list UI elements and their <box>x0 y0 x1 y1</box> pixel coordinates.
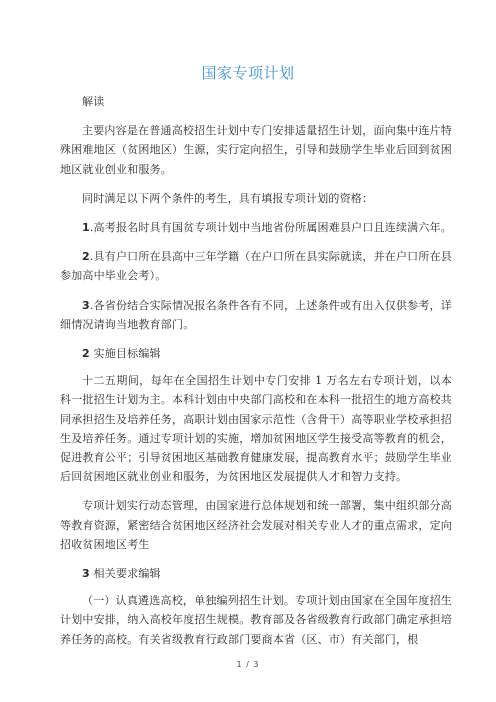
paragraph: 十二五期间，每年在全国招生计划中专门安排 1 万名左右专项计划，以本科一批招生计划为主。本科计划由中央部门高校和在本科一批招生的地方高校共同承担招生及培养任务，高职计划由国家示范性（含骨干）高等职业学校承担招生及培养任务。通过专项计划的实施，增加贫困地区学生接受高等教育的机会，促进教育公平；引导贫困地区基础教育健康发展，提高教育水平；鼓励学生毕业后回贫困地区就业创业和服务，为贫困地区发展提供人才和智力支持。 <box>60 374 452 484</box>
document-title: 国家专项计划 <box>201 64 295 82</box>
section-heading: 2 实施目标编辑 <box>82 347 161 361</box>
document-body <box>60 92 452 659</box>
page-number: 1 / 3 <box>236 660 260 669</box>
numbered-item: 2.具有户口所在县高中三年学籍（在户口所在县实际就读，并在户口所在县参加高中毕业会考）。 <box>60 250 452 283</box>
paragraph: 解读 <box>82 95 105 108</box>
section-heading: 3 相关要求编辑 <box>82 567 161 581</box>
paragraph: 主要内容是在普通高校招生计划中专门安排适量招生计划，面向集中连片特殊困难地区（贫困地区）生源，实行定向招生，引导和鼓励学生毕业后回到贫困地区就业创业和服务。 <box>60 124 452 176</box>
paragraph: 专项计划实行动态管理，由国家进行总体规划和统一部署，集中组织部分高等教育资源，紧密结合贫困地区经济社会发展对相关专业人才的重点需求，定向招收贫困地区考生 <box>60 499 452 551</box>
numbered-item: 3.各省份结合实际情况报名条件各有不同，上述条件或有出入仅供参考，详细情况请询当地教育部门。 <box>60 298 452 331</box>
paragraph: 同时满足以下两个条件的考生，具有填报专项计划的资格： <box>82 191 374 205</box>
numbered-item: 1.高考报名时具有国贫专项计划中当地省份所属困难县户口且连续满六年。 <box>82 221 452 235</box>
paragraph: （一）认真遴选高校，单独编列招生计划。专项计划由国家在全国年度招生计划中安排，纳入高校年度招生规模。教育部及各省级教育行政部门确定承担培养任务的高校。有关省级教育行政部门要商本省（区、市）有关部门，根 <box>60 594 452 646</box>
